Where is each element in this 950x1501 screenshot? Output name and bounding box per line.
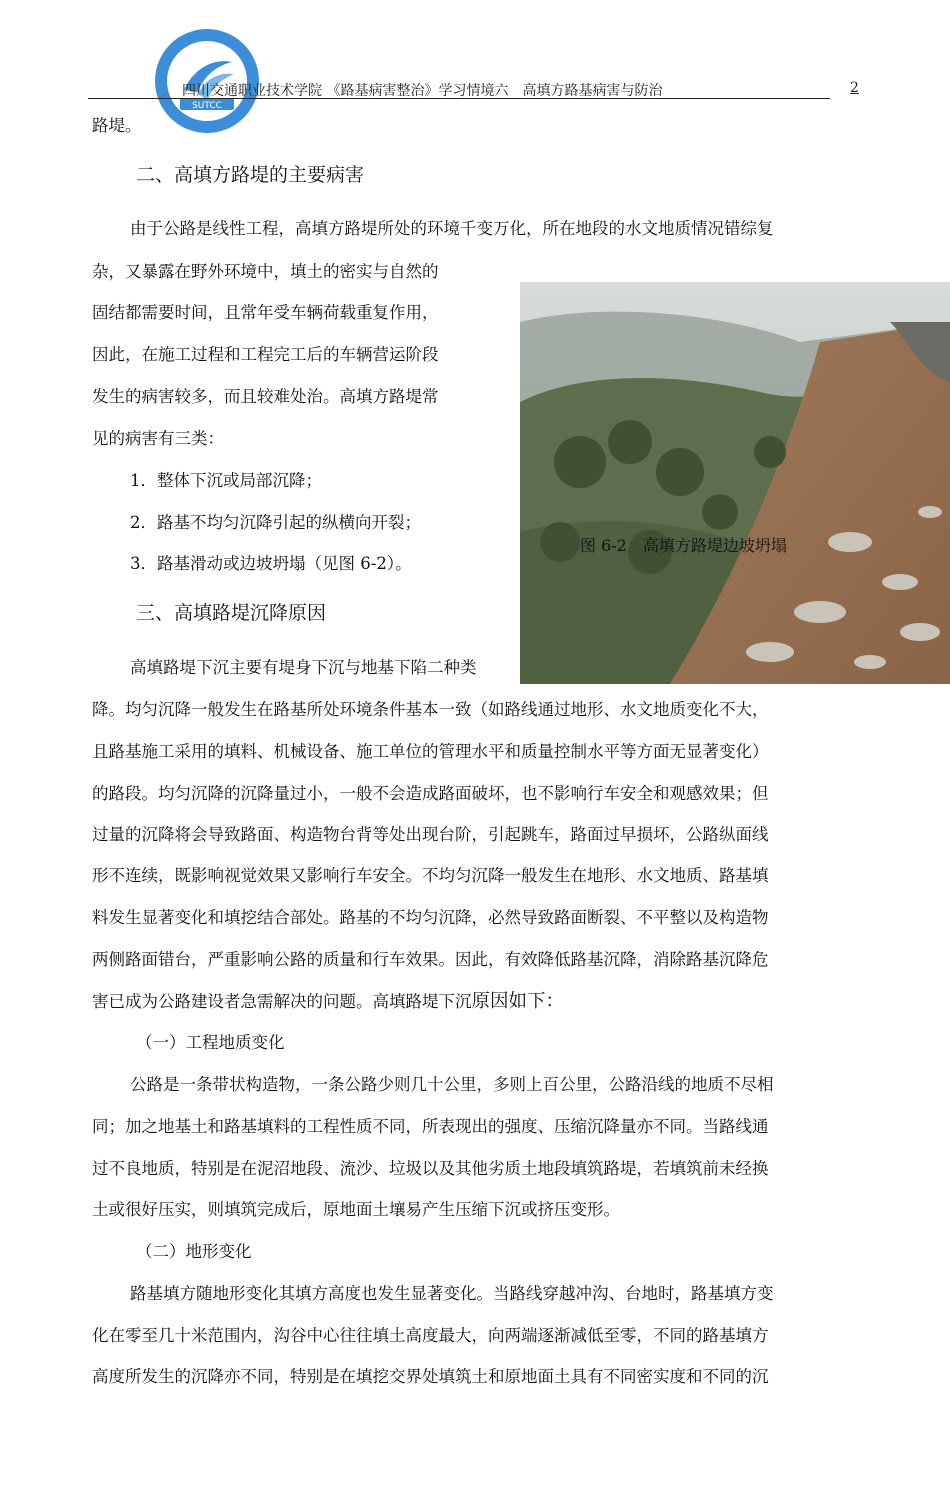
paragraph-line: 料发生显著变化和填挖结合部处。路基的不均匀沉降，必然导致路面断裂、不平整以及构造物 (92, 908, 769, 927)
paragraph-line: 土或很好压实，则填筑完成后，原地面土壤易产生压缩下沉或挤压变形。 (92, 1200, 620, 1219)
section-heading: 二、高填方路堤的主要病害 (136, 164, 365, 186)
paragraph-line: 公路是一条带状构造物，一条公路少则几十公里，多则上百公里，公路沿线的地质不尽相 (130, 1075, 774, 1094)
paragraph-line (92, 987, 564, 1013)
paragraph-line: 见的病害有三类： (92, 429, 224, 448)
running-header: 四川交通职业技术学院 《路基病害整治》学习情境六 高填方路基病害与防治 (182, 83, 663, 99)
list-item: 3．路基滑动或边坡坍塌（见图 6-2）。 (130, 554, 412, 573)
slope-collapse-photo (520, 282, 950, 684)
paragraph-line: 高度所发生的沉降亦不同，特别是在填挖交界处填筑土和原地面土具有不同密实度和不同的沉 (92, 1367, 769, 1386)
paragraph-line: 的路段。均匀沉降的沉降量过小，一般不会造成路面破坏，也不影响行车安全和观感效果；但 (92, 784, 769, 803)
svg-text:SUTCC: SUTCC (192, 101, 222, 111)
paragraph-line: 高填路堤下沉主要有堤身下沉与地基下陷二种类 (130, 658, 477, 677)
list-item: 2．路基不均匀沉降引起的纵横向开裂； (130, 513, 421, 532)
carry-over-text: 路堤。 (92, 116, 142, 135)
paragraph-line: 因此，在施工过程和工程完工后的车辆营运阶段 (92, 345, 439, 364)
paragraph-text: 原因如下： (471, 991, 565, 1012)
subsection-heading: （一）工程地质变化 (136, 1033, 285, 1052)
subsection-heading: （二）地形变化 (136, 1242, 252, 1261)
paragraph-line: 降。均匀沉降一般发生在路基所处环境条件基本一致（如路线通过地形、水文地质变化不大， (92, 700, 769, 719)
paragraph-line: 两侧路面错台，严重影响公路的质量和行车效果。因此，有效降低路基沉降，消除路基沉降危 (92, 950, 769, 969)
paragraph-line: 过量的沉降将会导致路面、构造物台背等处出现台阶，引起跳车，路面过早损坏，公路纵面线 (92, 825, 769, 844)
list-item: 1．整体下沉或局部沉降； (130, 471, 322, 490)
paragraph-line: 路基填方随地形变化其填方高度也发生显著变化。当路线穿越冲沟、台地时，路基填方变 (130, 1284, 774, 1303)
section-heading: 三、高填路堤沉降原因 (136, 602, 327, 624)
paragraph-line: 固结都需要时间，且常年受车辆荷载重复作用， (92, 303, 439, 322)
page-number: 2 (850, 80, 859, 96)
paragraph-text: 害已成为公路建设者急需解决的问题。高填路堤下沉 (92, 992, 472, 1011)
paragraph-line: 杂，又暴露在野外环境中，填土的密实与自然的 (92, 262, 439, 281)
paragraph-line: 且路基施工采用的填料、机械设备、施工单位的管理水平和质量控制水平等方面无显著变化） (92, 742, 769, 761)
header-rule (88, 98, 830, 99)
paragraph-line: 由于公路是线性工程，高填方路堤所处的环境千变万化，所在地段的水文地质情况错综复 (130, 219, 774, 238)
paragraph-line: 化在零至几十米范围内，沟谷中心往往填土高度最大，向两端逐渐减低至零，不同的路基填方 (92, 1326, 769, 1345)
paragraph-line: 同；加之地基土和路基填料的工程性质不同，所表现出的强度、压缩沉降量亦不同。当路线通 (92, 1117, 769, 1136)
paragraph-line: 形不连续，既影响视觉效果又影响行车安全。不均匀沉降一般发生在地形、水文地质、路基填 (92, 866, 769, 885)
paragraph-line: 过不良地质，特别是在泥沼地段、流沙、垃圾以及其他劣质土地段填筑路堤，若填筑前未经换 (92, 1159, 769, 1178)
figure-caption: 图 6-2 高填方路堤边坡坍塌 (580, 536, 787, 555)
paragraph-line: 发生的病害较多，而且较难处治。高填方路堤常 (92, 387, 439, 406)
